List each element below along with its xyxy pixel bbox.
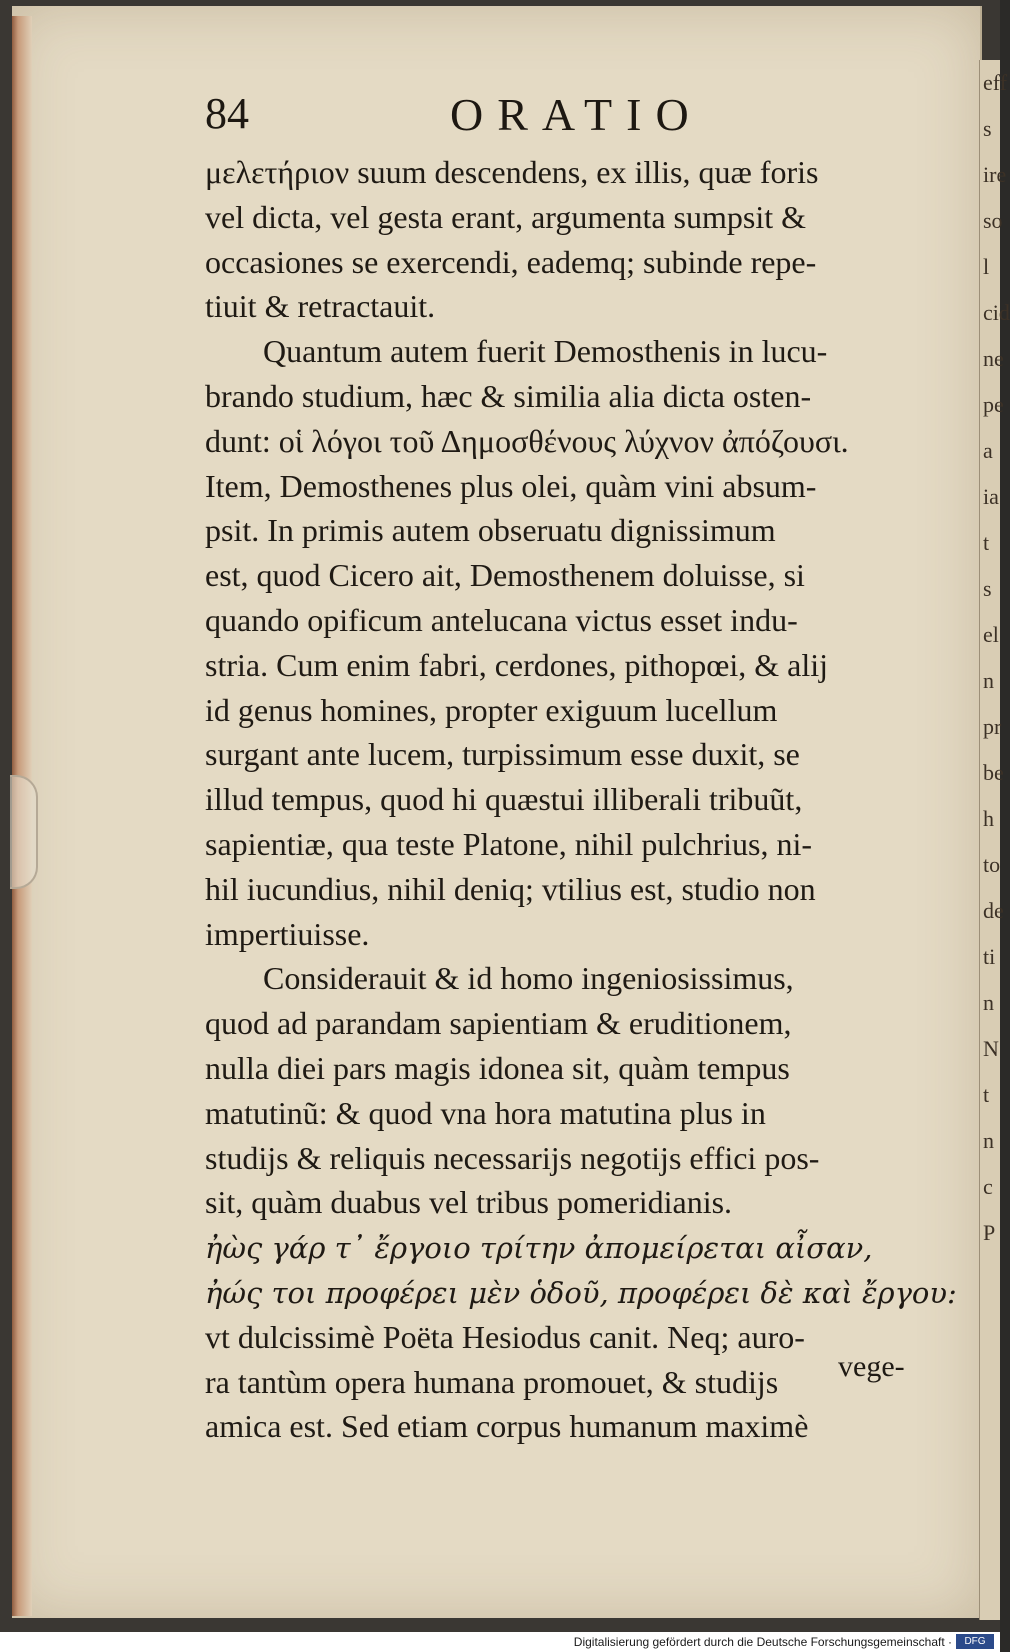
- text-line: [205, 240, 940, 285]
- page-clip: [10, 775, 38, 889]
- text-line: [205, 1315, 940, 1360]
- text-line: [205, 1180, 940, 1225]
- next-page-fragment: t: [983, 1082, 990, 1107]
- next-page-fragment: P: [983, 1220, 996, 1245]
- text-line-content: tiuit & retractauit.: [205, 288, 436, 325]
- text-line-content: illud tempus, quod hi quæstui illiberali tribuũt,: [205, 781, 803, 818]
- text-line: [205, 1270, 957, 1315]
- text-line-content: sit, quàm duabus vel tribus pomeridianis.: [205, 1184, 733, 1221]
- text-line: [205, 1046, 940, 1091]
- next-page-fragment: eff: [983, 70, 1008, 95]
- text-line-content: occasiones se exercendi, eademq; subinde repe-: [205, 243, 817, 280]
- text-line-content: vel dicta, vel gesta erant, argumenta sumpsit &: [205, 198, 807, 235]
- next-page-fragment: so: [983, 208, 1003, 233]
- text-line: [205, 195, 940, 240]
- text-line-content: amica est. Sed etiam corpus humanum maximè: [205, 1408, 809, 1445]
- text-line-content: vt dulcissimè Poëta Hesiodus canit. Neq; auro-: [205, 1318, 805, 1355]
- footer-credit: Digitalisierung gefördert durch die Deutsche Forschungsgemeinschaft ·: [573, 1635, 952, 1649]
- next-page-fragment: be: [983, 760, 1004, 785]
- next-page-fragment: a: [983, 438, 993, 463]
- text-line-content: stria. Cum enim fabri, cerdones, pithopœi, & alij: [205, 646, 828, 683]
- next-page-fragment: ne: [983, 346, 1004, 371]
- text-line-content: dunt: οἱ λόγοι τοῦ Δημοσθένους λύχνον ἀπόζουσι.: [205, 422, 849, 459]
- next-page-fragment: n: [983, 990, 994, 1015]
- page-number: 84: [205, 89, 249, 138]
- text-line-content: Item, Demosthenes plus olei, quàm vini absum-: [205, 467, 817, 504]
- text-line: [205, 464, 940, 509]
- text-line-content: ἠὼς γάρ τ᾽ ἔργοιο τρίτην ἀπομείρεται αἶσαν,: [205, 1231, 873, 1266]
- text-line-content: Quantum autem fuerit Demosthenis in lucu-: [263, 333, 828, 370]
- text-line: [205, 553, 940, 598]
- next-page-fragment: cid: [983, 300, 1010, 325]
- body-text: [205, 150, 957, 1449]
- text-line-content: quod ad parandam sapientiam & eruditionem,: [205, 1005, 792, 1042]
- text-line: [205, 822, 940, 867]
- next-page-edge: [979, 60, 1010, 1620]
- text-line: [205, 1091, 940, 1136]
- text-line: [205, 777, 940, 822]
- text-line: [205, 1225, 940, 1270]
- text-line: [205, 284, 940, 329]
- next-page-fragment: de: [983, 898, 1004, 923]
- next-page-fragment: n: [983, 1128, 994, 1153]
- page-header: [205, 88, 905, 144]
- text-line-content: brando studium, hæc & similia alia dicta osten-: [205, 377, 812, 414]
- next-page-fragment: s: [983, 576, 992, 601]
- text-line-content: psit. In primis autem obseruatu dignissimum: [205, 512, 776, 549]
- text-line-content: est, quod Cicero ait, Demosthenem doluisse, si: [205, 557, 805, 594]
- text-line-content: nulla diei pars magis idonea sit, quàm tempus: [205, 1049, 790, 1086]
- text-line: [205, 912, 940, 957]
- running-head: ORATIO: [450, 89, 703, 140]
- text-line: [205, 956, 940, 1001]
- next-page-fragment: s: [983, 116, 992, 141]
- text-line: [205, 329, 940, 374]
- text-line-content: id genus homines, propter exiguum lucellum: [205, 691, 778, 728]
- next-page-fragment: N: [983, 1036, 999, 1061]
- text-line: [205, 1001, 940, 1046]
- next-page-fragment: ire: [983, 162, 1007, 187]
- text-line: [205, 867, 940, 912]
- text-line-content: ἠώς τοι προφέρει μὲν ὁδοῦ, προφέρει δὲ καὶ ἔργου:: [205, 1275, 957, 1310]
- text-line-content: impertiuisse.: [205, 915, 370, 952]
- text-line-content: μελετήριον suum descendens, ex illis, quæ foris: [205, 154, 819, 190]
- next-page-fragment: n: [983, 668, 994, 693]
- text-line-content: studijs & reliquis necessarijs negotijs effici pos-: [205, 1139, 820, 1176]
- text-line: [205, 1360, 940, 1405]
- next-page-fragment: t: [983, 530, 990, 555]
- text-line: [205, 1136, 940, 1181]
- next-page-fragment: pe: [983, 392, 1004, 417]
- next-page-fragment: to: [983, 852, 1001, 877]
- next-page-fragments: [980, 60, 1010, 1256]
- next-page-fragment: ti: [983, 944, 996, 969]
- text-line: [205, 688, 940, 733]
- text-line: [205, 508, 940, 553]
- text-line-content: Considerauit & id homo ingeniosissimus,: [263, 960, 794, 997]
- text-line: [205, 419, 940, 464]
- text-line: [205, 643, 940, 688]
- catchword: vege-: [838, 1350, 905, 1383]
- text-line-content: quando opificum antelucana victus esset indu-: [205, 601, 798, 638]
- text-line-content: matutinũ: & quod vna hora matutina plus in: [205, 1094, 766, 1131]
- text-line-content: hil iucundius, nihil deniq; vtilius est, studio non: [205, 870, 816, 907]
- text-line: [205, 374, 940, 419]
- text-line: [205, 732, 940, 777]
- text-line: [205, 150, 940, 195]
- next-page-fragment: el: [983, 622, 999, 647]
- next-page-fragment: c: [983, 1174, 993, 1199]
- dfg-logo: DFG: [956, 1634, 994, 1649]
- text-line-content: ra tantùm opera humana promouet, & studijs: [205, 1363, 779, 1400]
- next-page-fragment: ia: [983, 484, 999, 509]
- next-page-fragment: h: [983, 806, 994, 831]
- next-page-fragment: l: [983, 254, 990, 279]
- text-line: [205, 598, 940, 643]
- next-page-fragment: pr: [983, 714, 1002, 739]
- text-line: [205, 1404, 940, 1449]
- text-line-content: sapientiæ, qua teste Platone, nihil pulchrius, ni-: [205, 825, 813, 862]
- text-line-content: surgant ante lucem, turpissimum esse duxit, se: [205, 736, 800, 773]
